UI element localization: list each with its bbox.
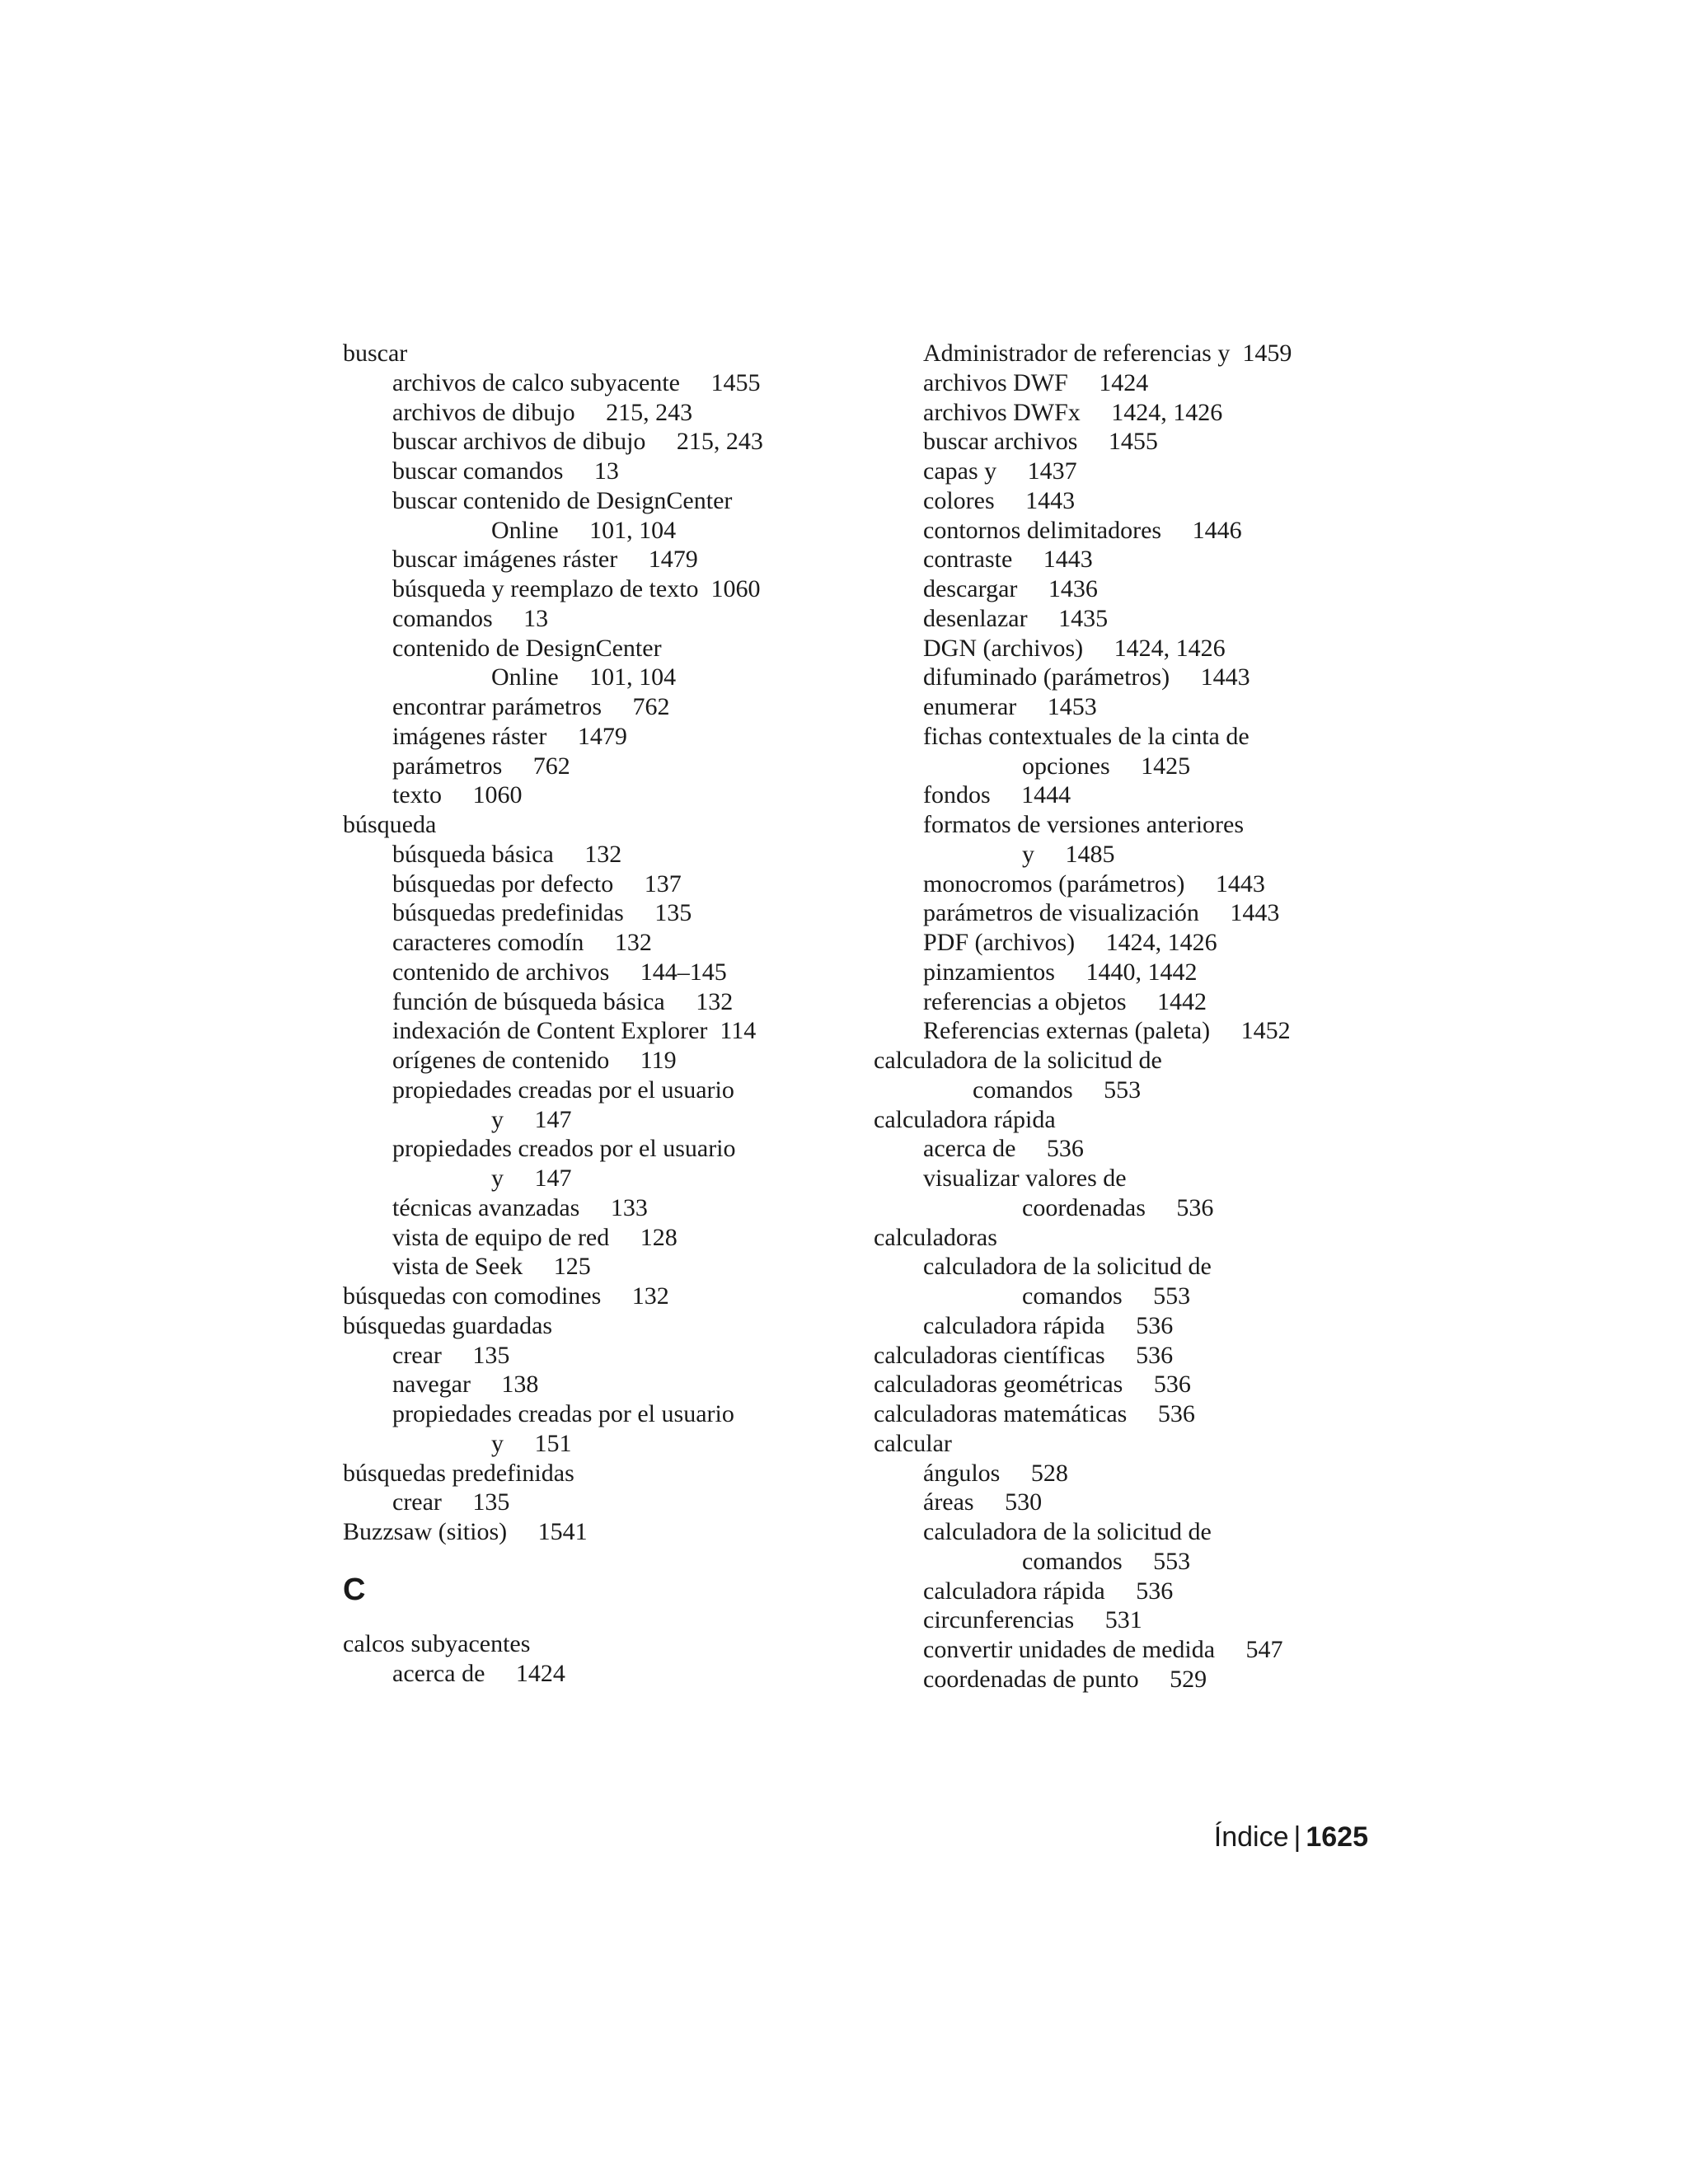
index-entry: calculadoras geométricas 536 [874,1371,1191,1399]
index-subentry: archivos DWFx 1424, 1426 [923,398,1223,426]
page-footer [1214,1821,1368,1854]
index-subentry: navegar 138 [392,1371,539,1399]
index-subentry: parámetros de visualización 1443 [923,899,1280,927]
index-entry: calculadoras matemáticas 536 [874,1400,1195,1427]
index-subentry: áreas 530 [923,1488,1043,1516]
footer-label: Índice [1213,1821,1289,1853]
index-subentry: difuminado (parámetros) 1443 [923,663,1250,691]
index-subentry: ángulos 528 [923,1459,1068,1487]
index-subentry: comandos 553 [1022,1547,1191,1575]
index-subentry: desenlazar 1435 [923,604,1109,632]
page-number: 1625 [1306,1821,1368,1853]
index-subentry: colores 1443 [923,486,1076,514]
index-subentry: fondos 1444 [923,781,1071,809]
index-subentry: contenido de DesignCenter [392,634,662,662]
index-entry: calculadora de la solicitud de [874,1047,1162,1074]
index-subentry: referencias a objetos 1442 [923,987,1207,1015]
index-subentry: buscar archivos de dibujo 215, 243 [392,428,763,456]
index-section-letter: C [343,1572,366,1607]
index-subentry: búsquedas predefinidas 135 [392,899,692,927]
index-subentry: Referencias externas (paleta) 1452 [923,1017,1291,1045]
index-subentry: crear 135 [392,1488,510,1516]
index-subentry: función de búsqueda básica 132 [392,987,734,1015]
index-subentry: y 151 [491,1429,572,1457]
index-entry: búsquedas predefinidas [343,1459,574,1487]
index-subentry: indexación de Content Explorer 114 [392,1017,757,1045]
index-subentry: comandos 553 [1022,1282,1191,1310]
index-subentry: Online 101, 104 [491,516,677,544]
index-subentry: coordenadas de punto 529 [923,1665,1207,1693]
index-subentry: y 147 [491,1165,572,1192]
index-subentry: formatos de versiones anteriores [923,811,1245,838]
index-subentry: vista de equipo de red 128 [392,1223,678,1251]
index-subentry: propiedades creados por el usuario [392,1135,736,1163]
index-subentry: vista de Seek 125 [392,1253,591,1281]
index-subentry: búsqueda básica 132 [392,840,622,868]
index-subentry: y 1485 [1022,840,1115,868]
index-entry: Buzzsaw (sitios) 1541 [343,1518,588,1545]
index-subentry: parámetros 762 [392,752,570,780]
index-entry: calculadora rápida [874,1105,1056,1133]
index-subentry: archivos de dibujo 215, 243 [392,398,693,426]
index-subentry: acerca de 1424 [392,1659,565,1687]
index-subentry: búsqueda y reemplazo de texto 1060 [392,575,761,602]
index-subentry: visualizar valores de [923,1165,1127,1192]
index-subentry: fichas contextuales de la cinta de [923,722,1250,750]
index-subentry: calculadora de la solicitud de [923,1518,1212,1545]
index-subentry: contenido de archivos 144–145 [392,958,727,986]
index-subentry: texto 1060 [392,781,523,809]
footer-separator: | [1293,1821,1301,1853]
index-subentry: Online 101, 104 [491,663,677,691]
index-entry: buscar [343,340,408,367]
index-subentry: acerca de 536 [923,1135,1084,1163]
index-subentry: técnicas avanzadas 133 [392,1193,648,1221]
index-column-right [874,339,1385,1694]
index-subentry: enumerar 1453 [923,693,1097,720]
index-subentry: PDF (archivos) 1424, 1426 [923,929,1217,956]
index-subentry: y 147 [491,1105,572,1133]
index-subentry: crear 135 [392,1341,510,1369]
index-subentry: comandos 13 [392,604,549,632]
index-entry: búsquedas con comodines 132 [343,1282,669,1310]
index-subentry: convertir unidades de medida 547 [923,1636,1283,1663]
index-subentry: propiedades creadas por el usuario [392,1400,734,1427]
index-subentry: orígenes de contenido 119 [392,1047,677,1074]
index-subentry: DGN (archivos) 1424, 1426 [923,634,1226,662]
index-subentry: caracteres comodín 132 [392,929,652,956]
index-subentry: buscar archivos 1455 [923,428,1158,456]
index-subentry: monocromos (parámetros) 1443 [923,869,1265,898]
index-subentry: capas y 1437 [923,457,1077,485]
index-subentry: buscar imágenes ráster 1479 [392,546,698,574]
index-subentry: circunferencias 531 [923,1606,1142,1634]
index-subentry: imágenes ráster 1479 [392,722,627,750]
index-subentry: archivos DWF 1424 [923,368,1149,396]
index-subentry: comandos 553 [973,1076,1142,1104]
index-subentry: pinzamientos 1440, 1442 [923,958,1198,986]
index-subentry: coordenadas 536 [1022,1193,1214,1221]
index-subentry: archivos de calco subyacente 1455 [392,368,761,396]
index-subentry: encontrar parámetros 762 [392,693,670,720]
index-entry: calcos subyacentes [343,1629,531,1657]
index-subentry: calculadora rápida 536 [923,1311,1174,1339]
index-column-left [343,339,870,1688]
index-subentry: buscar contenido de DesignCenter [392,486,733,514]
index-entry: búsqueda [343,811,437,838]
index-entry: calcular [874,1429,952,1457]
index-subentry: Administrador de referencias y 1459 [923,340,1292,367]
index-entry: calculadoras científicas 536 [874,1341,1174,1369]
index-subentry: contraste 1443 [923,546,1093,574]
index-subentry: contornos delimitadores 1446 [923,516,1242,544]
index-subentry: calculadora de la solicitud de [923,1253,1212,1281]
index-entry: calculadoras [874,1223,997,1251]
index-subentry: buscar comandos 13 [392,457,619,485]
index-subentry: propiedades creadas por el usuario [392,1076,734,1104]
index-subentry: búsquedas por defecto 137 [392,869,682,898]
index-subentry: descargar 1436 [923,575,1098,602]
index-subentry: calculadora rápida 536 [923,1577,1174,1605]
index-entry: búsquedas guardadas [343,1311,553,1339]
index-subentry: opciones 1425 [1022,752,1191,780]
